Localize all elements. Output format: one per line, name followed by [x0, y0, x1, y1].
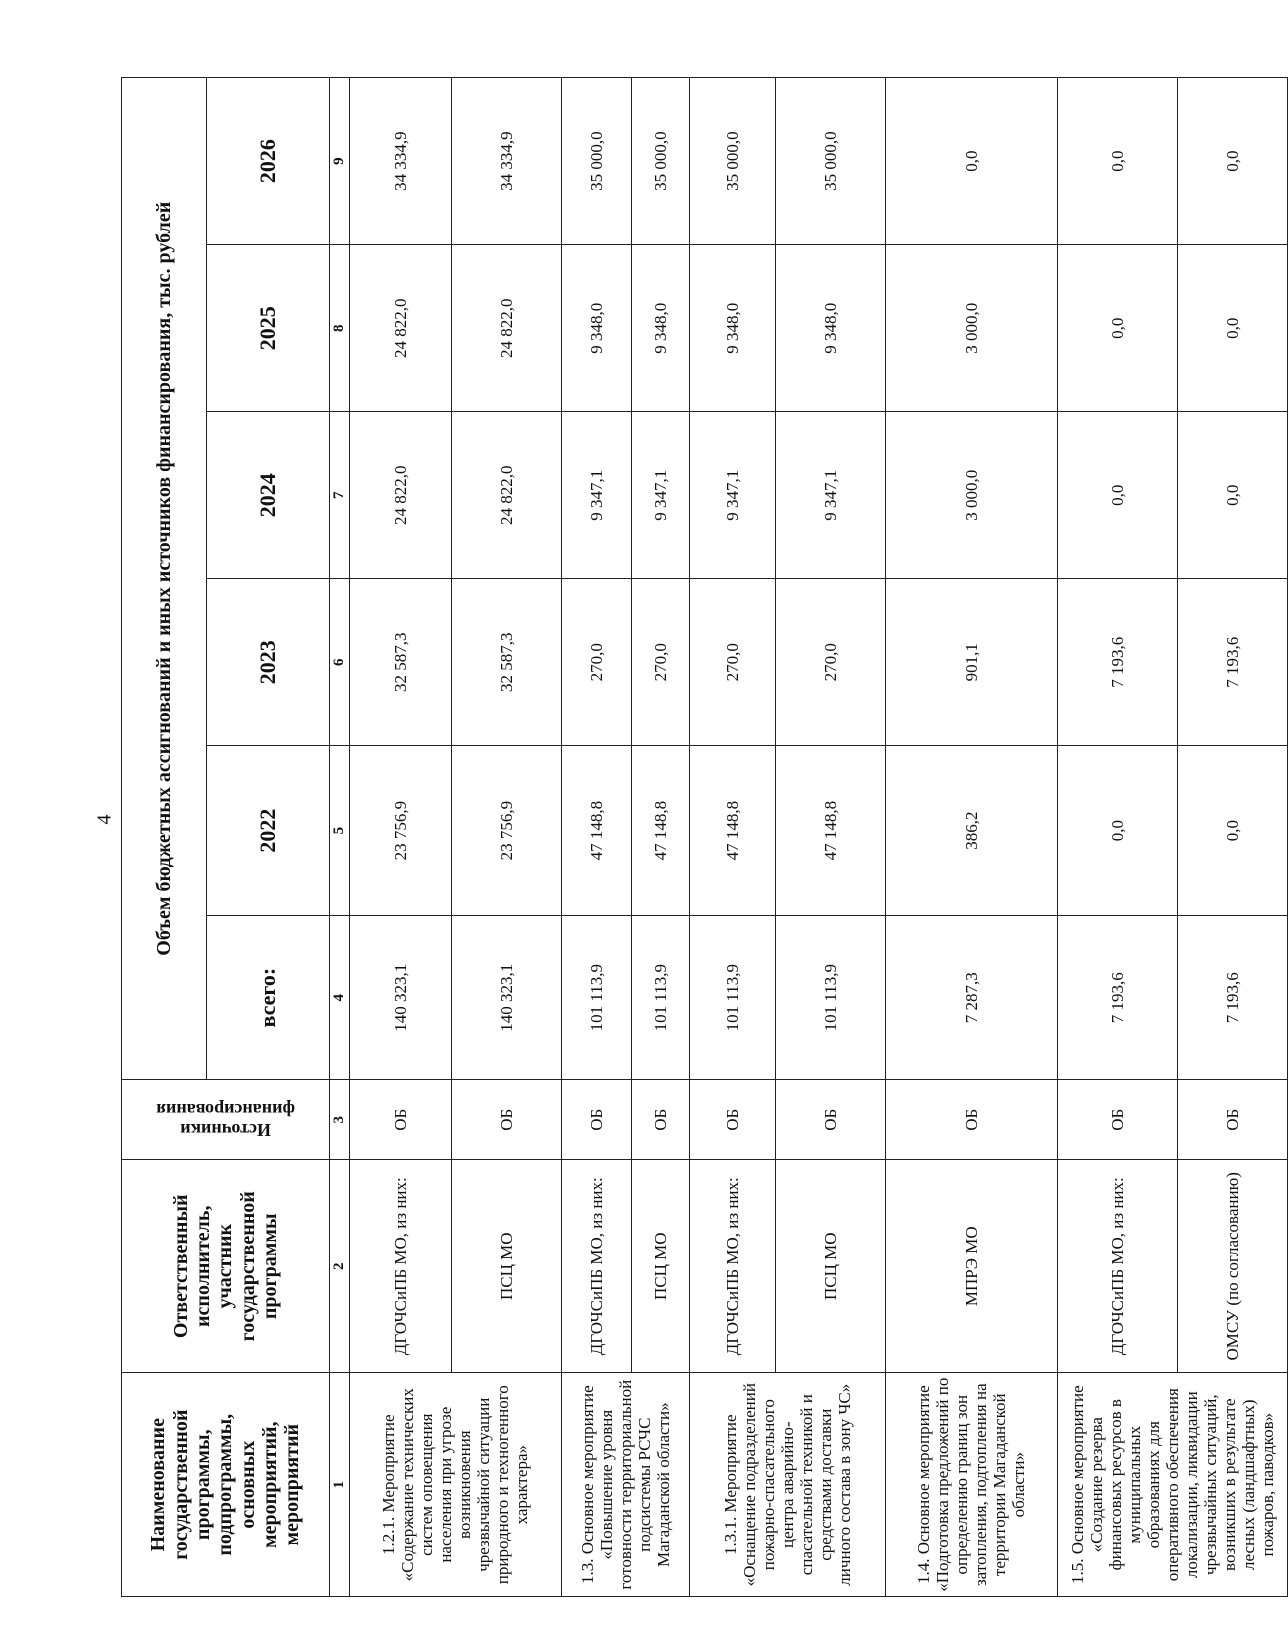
header-funding-group: Объем бюджетных ассигнований и иных источников финансирования, тыс. рублей [122, 78, 207, 1080]
value-cell: 270,0 [775, 579, 885, 746]
table-row [885, 78, 1057, 1597]
value-cell: 3 000,0 [885, 412, 1057, 579]
table-row [689, 78, 775, 1597]
executor-cell: ДГОЧСиПБ МО, из них: [349, 1160, 451, 1373]
value-cell: 0,0 [1177, 78, 1287, 245]
source-cell: ОБ [775, 1080, 885, 1160]
header-source [122, 1080, 330, 1160]
value-cell: 7 193,6 [1057, 579, 1177, 746]
source-cell: ОБ [885, 1080, 1057, 1160]
column-number: 2 [330, 1160, 350, 1373]
column-number: 3 [330, 1080, 350, 1160]
source-cell: ОБ [689, 1080, 775, 1160]
value-cell: 9 347,1 [561, 412, 631, 579]
value-cell: 386,2 [885, 746, 1057, 916]
funding-table [121, 77, 1288, 1597]
column-number: 9 [330, 78, 350, 245]
value-cell: 101 113,9 [631, 915, 689, 1079]
executor-cell: МПРЭ МО [885, 1160, 1057, 1373]
value-cell: 35 000,0 [631, 78, 689, 245]
header-year: 2025 [207, 245, 330, 412]
source-cell: ОБ [349, 1080, 451, 1160]
value-cell: 9 347,1 [689, 412, 775, 579]
table-row [1177, 78, 1287, 1597]
executor-cell: ПСЦ МО [775, 1160, 885, 1373]
executor-cell: ОМСУ (по согласованию) [1177, 1160, 1287, 1373]
column-number: 1 [330, 1373, 350, 1597]
value-cell: 9 348,0 [689, 245, 775, 412]
source-cell: ОБ [561, 1080, 631, 1160]
value-cell: 9 347,1 [631, 412, 689, 579]
value-cell: 7 193,6 [1177, 915, 1287, 1079]
value-cell: 47 148,8 [631, 746, 689, 916]
measure-name: 1.5. Основное мероприятие «Создание резерва финансовых ресурсов в муниципальных образованиях для оперативного обеспечения локализации, ликвидации чрезвычайных ситуаций, возникших в результате лесных (ландшафтных) пожаров, паводков» [1057, 1373, 1287, 1597]
header-year: 2023 [207, 579, 330, 746]
measure-name: 1.3.1. Мероприятие «Оснащение подразделений пожарно-спасательного центра аварийно-спасательной техникой и средствами доставки личного состава в зону ЧС» [689, 1373, 885, 1597]
value-cell: 101 113,9 [689, 915, 775, 1079]
value-cell: 24 822,0 [451, 412, 561, 579]
value-cell: 140 323,1 [451, 915, 561, 1079]
value-cell: 101 113,9 [561, 915, 631, 1079]
value-cell: 9 347,1 [775, 412, 885, 579]
source-cell: ОБ [451, 1080, 561, 1160]
value-cell: 270,0 [561, 579, 631, 746]
rotated-page-content [121, 77, 1277, 1597]
value-cell: 0,0 [1177, 746, 1287, 916]
header-executor: Ответственный исполнитель, участник государственной программы [122, 1160, 330, 1373]
measure-name: 1.2.1. Мероприятие «Содержание технических систем оповещения населения при угрозе возникновения чрезвычайной ситуации природного и техногенного характера» [349, 1373, 561, 1597]
value-cell: 47 148,8 [561, 746, 631, 916]
value-cell: 0,0 [1057, 245, 1177, 412]
value-cell: 23 756,9 [349, 746, 451, 916]
value-cell: 7 193,6 [1177, 579, 1287, 746]
column-number: 8 [330, 245, 350, 412]
column-number: 6 [330, 579, 350, 746]
value-cell: 32 587,3 [349, 579, 451, 746]
header-year: 2022 [207, 746, 330, 916]
page-number: 4 [93, 814, 116, 825]
value-cell: 24 822,0 [451, 245, 561, 412]
value-cell: 35 000,0 [689, 78, 775, 245]
value-cell: 3 000,0 [885, 245, 1057, 412]
header-year: 2024 [207, 412, 330, 579]
value-cell: 0,0 [1057, 78, 1177, 245]
value-cell: 47 148,8 [775, 746, 885, 916]
value-cell: 0,0 [1177, 412, 1287, 579]
value-cell: 0,0 [1177, 245, 1287, 412]
value-cell: 47 148,8 [689, 746, 775, 916]
value-cell: 35 000,0 [561, 78, 631, 245]
value-cell: 901,1 [885, 579, 1057, 746]
value-cell: 9 348,0 [561, 245, 631, 412]
value-cell: 34 334,9 [349, 78, 451, 245]
value-cell: 23 756,9 [451, 746, 561, 916]
value-cell: 270,0 [689, 579, 775, 746]
column-number: 7 [330, 412, 350, 579]
value-cell: 0,0 [1057, 746, 1177, 916]
value-cell: 7 193,6 [1057, 915, 1177, 1079]
value-cell: 0,0 [885, 78, 1057, 245]
measure-name: 1.4. Основное мероприятие «Подготовка предложений по определению границ зон затопления, подтопления на территории Магаданской области» [885, 1373, 1057, 1597]
header-year: 2026 [207, 78, 330, 245]
table-row [631, 78, 689, 1597]
table-row [775, 78, 885, 1597]
source-cell: ОБ [1177, 1080, 1287, 1160]
column-number: 5 [330, 746, 350, 916]
value-cell: 101 113,9 [775, 915, 885, 1079]
value-cell: 24 822,0 [349, 412, 451, 579]
table-row [349, 78, 451, 1597]
value-cell: 0,0 [1057, 412, 1177, 579]
value-cell: 140 323,1 [349, 915, 451, 1079]
table-row [561, 78, 631, 1597]
value-cell: 270,0 [631, 579, 689, 746]
header-year: всего: [207, 915, 330, 1079]
source-cell: ОБ [631, 1080, 689, 1160]
header-source-text: Источники финансирования [156, 1099, 295, 1140]
executor-cell: ДГОЧСиПБ МО, из них: [689, 1160, 775, 1373]
value-cell: 9 348,0 [775, 245, 885, 412]
value-cell: 34 334,9 [451, 78, 561, 245]
measure-name: 1.3. Основное мероприятие «Повышение уровня готовности территориальной подсистемы РСЧС Магаданской области» [561, 1373, 689, 1597]
value-cell: 9 348,0 [631, 245, 689, 412]
table-row [1057, 78, 1177, 1597]
source-cell: ОБ [1057, 1080, 1177, 1160]
value-cell: 7 287,3 [885, 915, 1057, 1079]
executor-cell: ДГОЧСиПБ МО, из них: [1057, 1160, 1177, 1373]
header-name: Наименование государственной программы, подпрограммы, основных мероприятий, мероприятий [122, 1373, 330, 1597]
value-cell: 35 000,0 [775, 78, 885, 245]
column-number: 4 [330, 915, 350, 1079]
executor-cell: ПСЦ МО [451, 1160, 561, 1373]
value-cell: 24 822,0 [349, 245, 451, 412]
executor-cell: ПСЦ МО [631, 1160, 689, 1373]
table-row [451, 78, 561, 1597]
value-cell: 32 587,3 [451, 579, 561, 746]
executor-cell: ДГОЧСиПБ МО, из них: [561, 1160, 631, 1373]
